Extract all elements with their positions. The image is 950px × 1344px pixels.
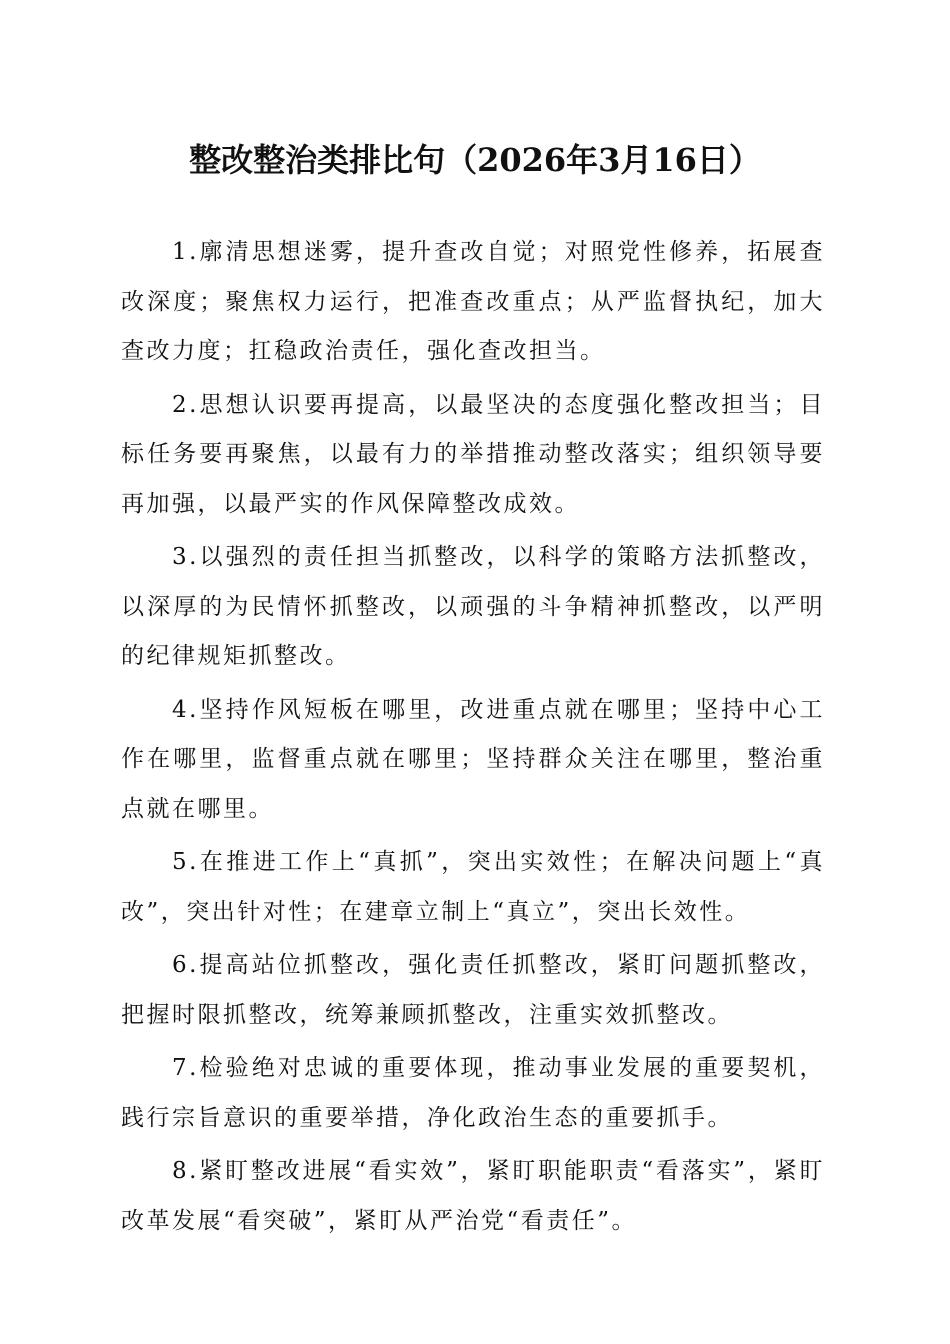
paragraph-4: 4.坚持作风短板在哪里，改进重点就在哪里；坚持中心工作在哪里，监督重点就在哪里；坚持群众关注在哪里，整治重点就在哪里。 — [121, 696, 825, 822]
paragraph-6: 6.提高站位抓整改，强化责任抓整改，紧盯问题抓整改，把握时限抓整改，统筹兼顾抓整改，注重实效抓整改。 — [121, 952, 825, 1028]
page-title: 整改整治类排比句（2026年3月16日） — [189, 141, 761, 179]
paragraph-1: 1.廓清思想迷雾，提升查改自觉；对照党性修养，拓展查改深度；聚焦权力运行，把准查改重点；从严监督执纪，加大查改力度；扛稳政治责任，强化查改担当。 — [121, 239, 825, 364]
paragraph-7: 7.检验绝对忠诚的重要体现，推动事业发展的重要契机，践行宗旨意识的重要举措，净化政治生态的重要抓手。 — [121, 1055, 825, 1131]
paragraph-2: 2.思想认识要再提高，以最坚决的态度强化整改担当；目标任务要再聚焦，以最有力的举措推动整改落实；组织领导要再加强，以最严实的作风保障整改成效。 — [121, 391, 825, 517]
paragraph-5: 5.在推进工作上“真抓”，突出实效性；在解决问题上“真改”，突出针对性；在建章立制上“真立”，突出长效性。 — [121, 849, 825, 925]
document-body — [121, 228, 825, 1250]
paragraph-8: 8.紧盯整改进展“看实效”，紧盯职能职责“看落实”，紧盯改革发展“看突破”，紧盯从严治党“看责任”。 — [121, 1158, 825, 1234]
paragraph-3: 3.以强烈的责任担当抓整改，以科学的策略方法抓整改，以深厚的为民情怀抓整改，以顽强的斗争精神抓整改，以严明的纪律规矩抓整改。 — [121, 544, 825, 669]
